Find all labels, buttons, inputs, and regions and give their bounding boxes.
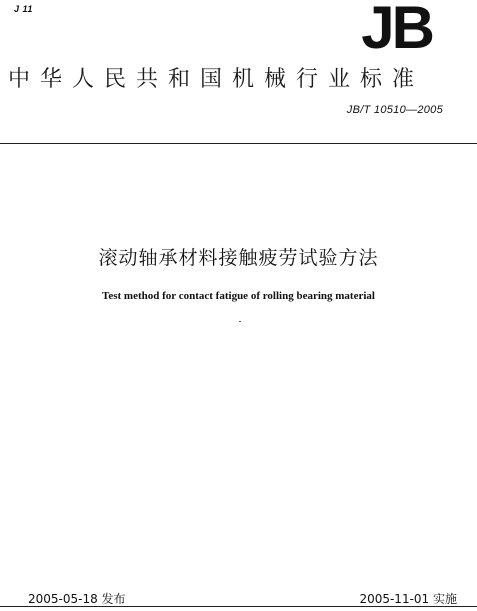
- implementation-date: 2005-11-01 实施: [359, 592, 457, 606]
- issue-date: 2005-05-18 发布: [28, 592, 126, 606]
- footer-divider: [0, 606, 477, 607]
- jb-logo-text: JB: [361, 0, 432, 50]
- standard-number: JB/T 10510—2005: [346, 104, 443, 116]
- document-title-english: Test method for contact fatigue of rolling bearing material: [102, 290, 375, 302]
- header-divider: [0, 143, 477, 144]
- scan-speck: [239, 321, 241, 322]
- ministry-title: 中华人民共和国机械行业标准: [8, 67, 425, 92]
- jb-logo: [334, 0, 434, 50]
- document-title-chinese: 滚动轴承材料接触疲劳试验方法: [98, 247, 379, 269]
- classification-code: J 11: [14, 4, 33, 14]
